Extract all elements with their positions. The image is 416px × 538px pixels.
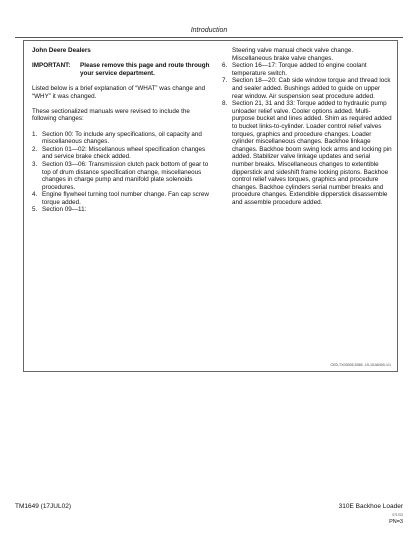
item-text: Section 01—02: Miscellanous wheel specification changes and service brake check added. <box>42 145 206 161</box>
intro-paragraph-2: These sectionalized manuals were revised to include the following changes: <box>32 107 190 123</box>
item-number: 2. <box>32 145 38 153</box>
item-text: Section 00: To include any specifications, oil capacity and miscellaneous changes. <box>42 130 202 146</box>
footer-date-code: 071702 <box>392 513 403 517</box>
right-column <box>222 47 392 206</box>
item-number: 8. <box>222 100 228 108</box>
item-text: Section 09—11: <box>42 206 87 214</box>
list-item <box>222 62 392 77</box>
left-column <box>32 47 212 214</box>
list-item <box>222 100 392 206</box>
changes-list-right <box>222 62 392 206</box>
item-text: Engine flywheel turning tool number change. Fan cap screw torque added. <box>42 191 209 206</box>
item-text: Section 18—20: Cab side window torque and thread lock and sealer added. Bushings added to guide on upper rear window. Air suspension seat procedure added. <box>232 77 391 100</box>
footer-page-number: PN=3 <box>389 519 403 525</box>
item-text: Section 16—17: Torque added to engine coolant temperature switch. <box>232 62 367 77</box>
header-divider <box>15 37 403 38</box>
important-text: Please remove this page and route through your service department. <box>80 62 210 77</box>
changes-list-left <box>32 131 212 215</box>
important-label: IMPORTANT: <box>32 62 71 70</box>
content-box <box>23 40 398 372</box>
important-notice <box>32 62 212 77</box>
item-number: 1. <box>32 130 38 138</box>
item-number: 4. <box>32 191 38 199</box>
list-item <box>32 146 212 161</box>
item-text: Section 21, 31 and 33: Torque added to hydraulic pump unloader relief valve. Cooler options added. Multi-purpose bucket and lines added. Shim as required added to bucket links-to-cylinder. Loader control relief valves torques, graphics and procedure changes. Loader cylinder miscellaneous changes. Backhoe linkage changes. Backhoe boom swing lock arms and locking pin added. Stabilizer valve linkage updates and serial number breaks. Miscellaneous changes to extentible dipperstick and sideshift frame locking pistons. Backhoe control relief valves torques, graphics and procedure changes. Backhoe cylinders serial number breaks and procedure changes. Extendible dipperstick disassemble and assemble procedure added. <box>232 100 392 206</box>
intro-paragraph-1: Listed below is a brief explanation of “WHAT” was change and “WHY” it was changed. <box>32 84 206 100</box>
box-reference-code: CED,TX03005,5365 -19-15JAN00-1/1 <box>330 363 391 367</box>
list-item <box>32 161 212 191</box>
item-number: 6. <box>222 62 228 70</box>
list-item <box>32 191 212 206</box>
item-number: 3. <box>32 160 38 168</box>
item-number: 5. <box>32 206 38 214</box>
list-item <box>32 206 212 214</box>
item-text: Section 03—06: Transmission clutch pack bottom of gear to top of drum distance specification change, miscellaneous changes in charge pump and manifold plate solenoids procedures. <box>42 160 209 191</box>
list-item <box>222 77 392 100</box>
footer-product-name: 310E Backhoe Loader <box>338 503 403 510</box>
dealers-heading: John Deere Dealers <box>32 47 91 54</box>
item-number: 7. <box>222 77 228 85</box>
page-header-title: Introduction <box>190 27 228 34</box>
continuation-text: Steering valve manual check valve change. Miscellaneous brake valve changes. <box>232 47 354 62</box>
footer-manual-id: TM1649 (17JUL02) <box>15 503 71 510</box>
list-item <box>32 131 212 146</box>
